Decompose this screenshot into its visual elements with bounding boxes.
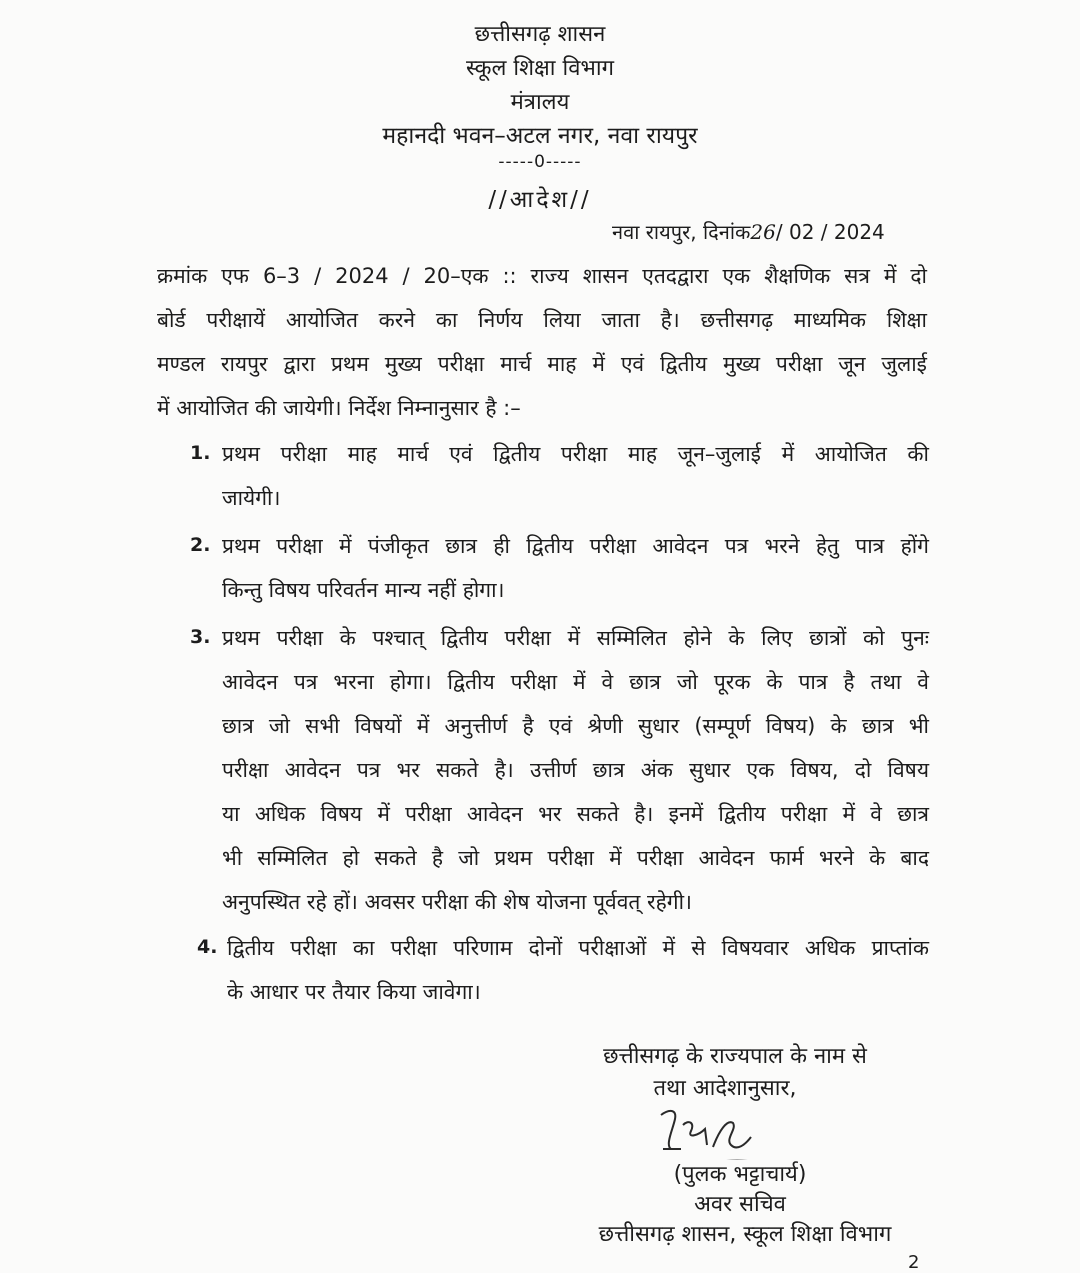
date-prefix: नवा रायपुर, दिनांक	[612, 220, 751, 244]
handwritten-signature-icon	[655, 1105, 775, 1160]
point-line: किन्तु विषय परिवर्तन मान्य नहीं होगा।	[222, 578, 505, 602]
header-department: स्कूल शिक्षा विभाग	[466, 56, 614, 81]
point-line: आवेदन पत्र भरना होगा। द्वितीय परीक्षा में वे छात्र जो पूरक के पात्र है तथा वे	[222, 670, 929, 694]
point-number: 1.	[190, 442, 211, 464]
point-number: 3.	[190, 626, 211, 648]
point-line: परीक्षा आवेदन पत्र भर सकते है। उत्तीर्ण छात्र अंक सुधार एक विषय, दो विषय	[222, 758, 929, 782]
point-line: प्रथम परीक्षा माह मार्च एवं द्वितीय परीक्षा माह जून–जुलाई में आयोजित की	[222, 442, 929, 466]
signatory-department: छत्तीसगढ़ शासन, स्कूल शिक्षा विभाग	[598, 1222, 892, 1247]
page-number: 2	[908, 1252, 920, 1273]
point-number: 4.	[197, 936, 218, 958]
signatory-name: (पुलक भट्टाचार्य)	[673, 1162, 807, 1187]
date-line	[612, 218, 885, 245]
by-order-line: तथा आदेशानुसार,	[653, 1076, 797, 1101]
header-address: महानदी भवन–अटल नगर, नवा रायपुर	[382, 123, 698, 149]
intro-line: मण्डल रायपुर द्वारा प्रथम मुख्य परीक्षा मार्च माह में एवं द्वितीय मुख्य परीक्षा जून जुलाई	[157, 352, 927, 376]
date-rest: / 02 / 2024	[775, 220, 885, 244]
point-line: जायेगी।	[222, 486, 281, 510]
point-line: प्रथम परीक्षा के पश्चात् द्वितीय परीक्षा में सम्मिलित होने के लिए छात्रों को पुनः	[222, 626, 929, 650]
intro-line: में आयोजित की जायेगी। निर्देश निम्नानुसार है :–	[157, 396, 521, 420]
point-line: छात्र जो सभी विषयों में अनुत्तीर्ण है एवं श्रेणी सुधार (सम्पूर्ण विषय) के छात्र भी	[222, 714, 929, 738]
governor-authority-line: छत्तीसगढ़ के राज्यपाल के नाम से	[603, 1044, 867, 1069]
point-line: या अधिक विषय में परीक्षा आवेदन भर सकते है। इनमें द्वितीय परीक्षा में वे छात्र	[222, 802, 929, 826]
point-line: अनुपस्थित रहे हों। अवसर परीक्षा की शेष योजना पूर्ववत् रहेगी।	[222, 890, 693, 914]
point-line: भी सम्मिलित हो सकते है जो प्रथम परीक्षा में परीक्षा आवेदन फार्म भरने के बाद	[222, 846, 929, 870]
header-government: छत्तीसगढ़ शासन	[474, 22, 606, 47]
header-separator: -----0-----	[498, 152, 582, 172]
point-number: 2.	[190, 534, 211, 556]
intro-line: क्रमांक एफ 6–3 / 2024 / 20–एक :: राज्य शासन एतदद्वारा एक शैक्षणिक सत्र में दो	[157, 264, 927, 288]
point-line: के आधार पर तैयार किया जावेगा।	[227, 980, 481, 1004]
header-ministry: मंत्रालय	[510, 90, 570, 115]
point-line: प्रथम परीक्षा में पंजीकृत छात्र ही द्वितीय परीक्षा आवेदन पत्र भरने हेतु पात्र होंगे	[222, 534, 929, 558]
date-day-handwritten: 26	[750, 220, 776, 244]
point-line: द्वितीय परीक्षा का परीक्षा परिणाम दोनों परीक्षाओं में से विषयवार अधिक प्राप्तांक	[227, 936, 929, 960]
order-title: //आदेश//	[488, 187, 592, 213]
intro-line: बोर्ड परीक्षायें आयोजित करने का निर्णय लिया जाता है। छत्तीसगढ़ माध्यमिक शिक्षा	[157, 308, 927, 332]
signatory-designation: अवर सचिव	[694, 1192, 786, 1217]
